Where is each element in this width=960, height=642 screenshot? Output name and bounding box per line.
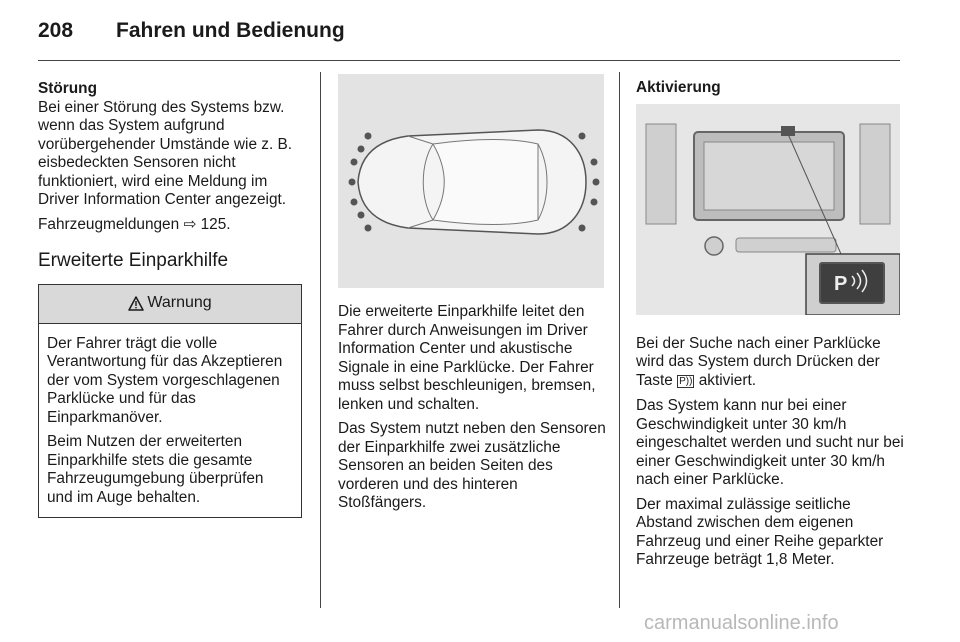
col3-paragraph-1-start: Bei der Suche nach einer Parklücke wird das System durch Drücken der Taste — [636, 334, 881, 389]
aktivierung-title: Aktivierung — [636, 79, 721, 96]
warning-box — [38, 284, 302, 519]
column-divider-1 — [320, 72, 321, 608]
stoerung-text: Bei einer Störung des Systems bzw. wenn das System aufgrund vorübergehender Umstände wie z. B. eisbedeckten Sensoren nicht funktioniert, wird eine Meldung im Driver Information Center angezeigt. — [38, 98, 293, 208]
header-rule — [38, 60, 900, 61]
parking-button-label: P — [834, 273, 848, 295]
col3-paragraph-1-end: aktiviert. — [698, 371, 757, 389]
col2-paragraph-1: Die erweiterte Einparkhilfe leitet den Fahrer durch Anweisungen im Driver Information Center und akustische Signale in eine Parklücke. Der Fahrer muss selbst beschleunigen, bremsen, lenken und schalten. — [338, 303, 596, 413]
warning-triangle-icon — [128, 296, 144, 311]
park-assist-icon: P)) — [679, 375, 693, 387]
car-top-view — [338, 74, 604, 288]
warning-body — [39, 324, 301, 518]
warning-header — [39, 285, 301, 324]
page-number: 208 — [38, 19, 74, 42]
col3-body — [636, 335, 904, 570]
page-header-title: Fahren und Bedienung — [116, 19, 345, 42]
warning-paragraph-2: Beim Nutzen der erweiterten Einparkhilfe stets die gesamte Fahrzeugumgebung überprüfen und im Auge behalten. — [47, 433, 264, 506]
section-heading: Erweiterte Einparkhilfe — [38, 250, 229, 271]
warning-paragraph-1: Der Fahrer trägt die volle Verantwortung für das Akzeptieren der vom System vorgeschlagenen Parklücke und für das Einparkmanöver. — [47, 334, 283, 426]
column-2 — [338, 303, 606, 519]
stoerung-title: Störung — [38, 80, 97, 97]
car-sensor-illustration — [338, 74, 604, 288]
column-3 — [636, 79, 904, 576]
col3-paragraph-3: Der maximal zulässige seitliche Abstand zwischen dem eigenen Fahrzeug und einer Reihe geparkter Fahrzeuge beträgt 1,8 Meter. — [636, 495, 884, 568]
warning-title: Warnung — [147, 294, 212, 312]
col3-paragraph-1 — [636, 335, 904, 392]
column-divider-2 — [619, 72, 620, 608]
col3-paragraph-2: Das System kann nur bei einer Geschwindigkeit unter 30 km/h eingeschaltet werden und sucht nur bei einer Geschwindigkeit unter 30 km/h nach einer Parklücke. — [636, 397, 904, 488]
col2-paragraph-2: Das System nutzt neben den Sensoren der Einparkhilfe zwei zusätzliche Sensoren an beiden Seiten des vorderen und des hinteren Stoßfängers. — [338, 420, 606, 511]
column-1 — [38, 80, 306, 518]
vehicle-messages-ref: Fahrzeugmeldungen ⇨ 125. — [38, 215, 231, 233]
watermark: carmanualsonline.info — [644, 612, 839, 634]
stoerung-paragraph — [38, 80, 306, 210]
